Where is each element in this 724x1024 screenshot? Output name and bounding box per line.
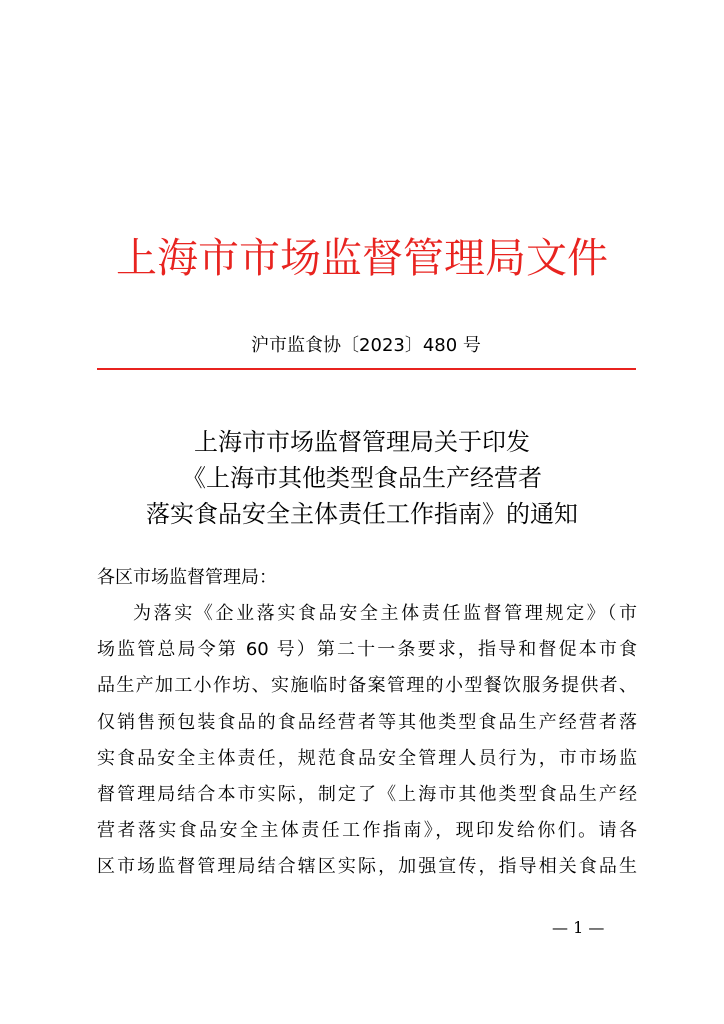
salutation: 各区市场监督管理局：: [97, 567, 277, 588]
red-divider-rule: [97, 368, 636, 370]
document-number: 沪市监食协〔2023〕480 号: [251, 335, 481, 356]
body-line: 仅销售预包装食品的食品经营者等其他类型食品生产经营者落: [97, 711, 637, 733]
document-title: [60, 424, 664, 532]
body-line: 品生产加工小作坊、实施临时备案管理的小型餐饮服务提供者、: [97, 675, 637, 697]
body-line: 营者落实食品安全主体责任工作指南》，现印发给你们。请各: [97, 820, 637, 842]
body-line: 区市场监督管理局结合辖区实际，加强宣传，指导相关食品生: [97, 856, 637, 878]
body-line: 为落实《企业落实食品安全主体责任监督管理规定》（市: [133, 603, 637, 624]
title-line: 《上海市其他类型食品生产经营者: [182, 464, 542, 492]
body-line: 督管理局结合本市实际，制定了《上海市其他类型食品生产经: [97, 784, 637, 806]
page-number: — 1 —: [552, 918, 605, 937]
body-line: 场监管总局令第 60 号）第二十一条要求，指导和督促本市食: [97, 639, 637, 661]
issuer-header: 上海市市场监督管理局文件: [116, 234, 608, 282]
title-line: 落实食品安全主体责任工作指南》的通知: [146, 500, 578, 528]
body-paragraph: [97, 596, 637, 886]
title-line: 上海市市场监督管理局关于印发: [194, 428, 530, 456]
body-line: 实食品安全主体责任，规范食品安全管理人员行为，市市场监: [97, 747, 637, 769]
